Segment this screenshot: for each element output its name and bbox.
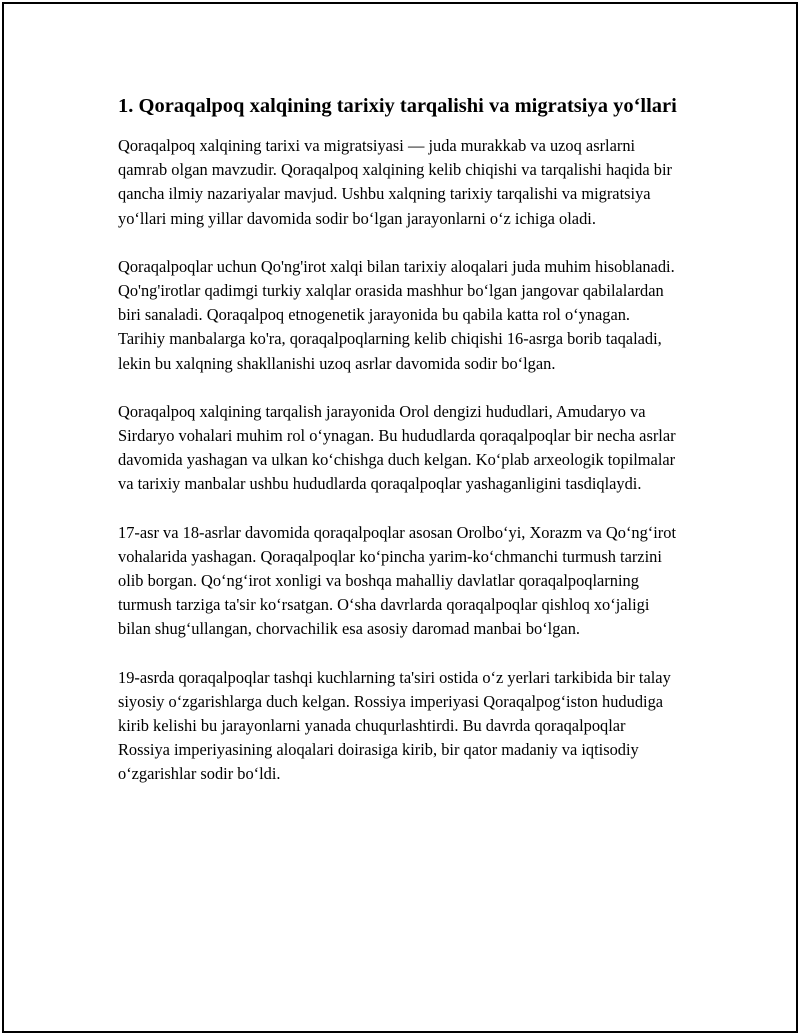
section-title: 1. Qoraqalpoq xalqining tarixiy tarqalishi va migratsiya yo‘llari — [118, 95, 677, 117]
paragraph-4: 17-asr va 18-asrlar davomida qoraqalpoqlar asosan Orolbo‘yi, Xorazm va Qo‘ng‘irot vohalarida yashagan. Qoraqalpoqlar ko‘pincha yarim-ko‘chmanchi turmush tarzini olib borgan. Qo‘ng‘irot xonligi va boshqa mahalliy davlatlar qoraqalpoqlarning turmush tarziga ta'sir ko‘rsatgan. O‘sha davrlarda qoraqalpoqlar qishloq xo‘jaligi bilan shug‘ullangan, chorvachilik esa asosiy daromad manbai bo‘lgan. — [118, 522, 677, 639]
paragraph-1: Qoraqalpoq xalqining tarixi va migratsiyasi — juda murakkab va uzoq asrlarni qamrab olgan mavzudir. Qoraqalpoq xalqining kelib chiqishi va tarqalishi haqida bir qancha ilmiy nazariyalar mavjud. Ushbu xalqning tarixiy tarqalishi va migratsiya yo‘llari ming yillar davomida sodir bo‘lgan jarayonlarni o‘z ichiga oladi. — [118, 136, 672, 228]
document-body — [118, 92, 680, 811]
paragraph-5: 19-asrda qoraqalpoqlar tashqi kuchlarning ta'siri ostida o‘z yerlari tarkibida bir talay siyosiy o‘zgarishlarga duch kelgan. Rossiya imperiyasi Qoraqalpog‘iston hududiga kirib kelishi bu jarayonlarni yanada chuqurlashtirdi. Bu davrda qoraqalpoqlar Rossiya imperiyasining aloqalari doirasiga kirib, bir qator madaniy va iqtisodiy o‘zgarishlar sodir bo‘ldi. — [118, 667, 671, 784]
paragraph-3: Qoraqalpoq xalqining tarqalish jarayonida Orol dengizi hududlari, Amudaryo va Sirdaryo vohalari muhim rol o‘ynagan. Bu hududlarda qoraqalpoqlar bir necha asrlar davomida yashagan va ulkan ko‘chishga duch kelgan. Ko‘plab arxeologik topilmalar va tarixiy manbalar ushbu hududlarda qoraqalpoqlar yashaganligini tasdiqlaydi. — [118, 401, 676, 494]
paragraph-2: Qoraqalpoqlar uchun Qo'ng'irot xalqi bilan tarixiy aloqalari juda muhim hisoblanadi. Qo'ng'irotlar qadimgi turkiy xalqlar orasida mashhur bo‘lgan jangovar qabilalardan biri sanaladi. Qoraqalpoq etnogenetik jarayonida bu qabila katta rol o‘ynagan. Tarihiy manbalarga ko'ra, qoraqalpoqlarning kelib chiqishi 16-asrga borib taqaladi, lekin bu xalqning shakllanishi uzoq asrlar davomida sodir bo‘lgan. — [118, 256, 675, 373]
